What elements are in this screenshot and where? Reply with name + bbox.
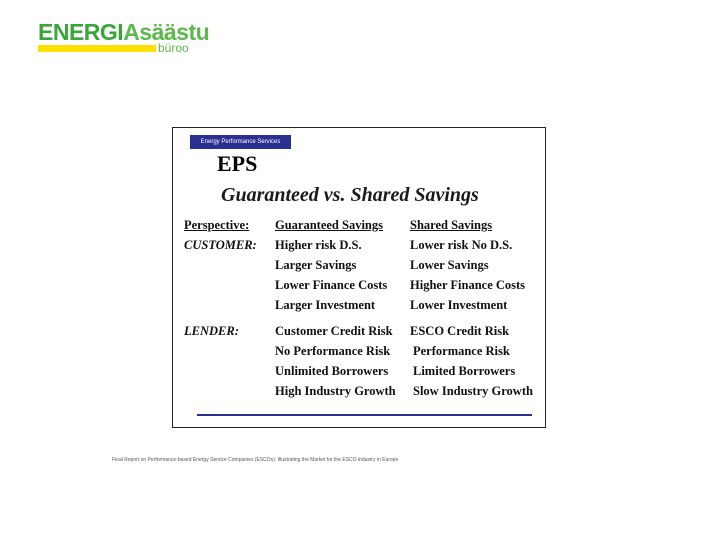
slide-tag-label: Energy Performance Services [190, 135, 291, 149]
logo-text-asaastu: Asäästu [123, 19, 210, 45]
cell-guaranteed: High Industry Growth [275, 384, 396, 398]
header-shared-savings: Shared Savings [410, 218, 493, 232]
cell-guaranteed: Larger Investment [275, 298, 376, 312]
cell-shared: ESCO Credit Risk [410, 324, 510, 338]
caption-text: Final Report on Performance-based Energy Service Companies (ESCOs): Illustrating the Market for the ESCO industry in Europe [112, 457, 399, 463]
slide-divider-line [197, 414, 532, 416]
logo-text-energi: ENERGI [38, 19, 124, 45]
slide-title: Guaranteed vs. Shared Savings [221, 184, 479, 206]
cell-guaranteed: No Performance Risk [275, 344, 391, 358]
row-label-lender: LENDER: [184, 324, 239, 338]
cell-shared: Performance Risk [413, 344, 510, 358]
cell-guaranteed: Customer Credit Risk [275, 324, 393, 338]
cell-shared: Lower Savings [410, 258, 489, 272]
cell-shared: Lower risk No D.S. [410, 238, 513, 252]
cell-shared: Limited Borrowers [413, 364, 516, 378]
cell-shared: Lower Investment [410, 298, 508, 312]
energiasaastu-logo [38, 18, 210, 58]
cell-shared: Slow Industry Growth [413, 384, 533, 398]
cell-guaranteed: Lower Finance Costs [275, 278, 388, 292]
cell-guaranteed: Unlimited Borrowers [275, 364, 389, 378]
header-guaranteed-savings: Guaranteed Savings [275, 218, 384, 232]
slide-eps-heading: EPS [217, 151, 258, 176]
slide-image [172, 127, 546, 428]
cell-guaranteed: Larger Savings [275, 258, 357, 272]
header-perspective: Perspective: [184, 218, 250, 232]
logo-subtext: büroo [158, 41, 189, 55]
cell-shared: Higher Finance Costs [410, 278, 526, 292]
logo-yellow-bar [38, 45, 156, 52]
row-label-customer: CUSTOMER: [184, 238, 257, 252]
cell-guaranteed: Higher risk D.S. [275, 238, 362, 252]
